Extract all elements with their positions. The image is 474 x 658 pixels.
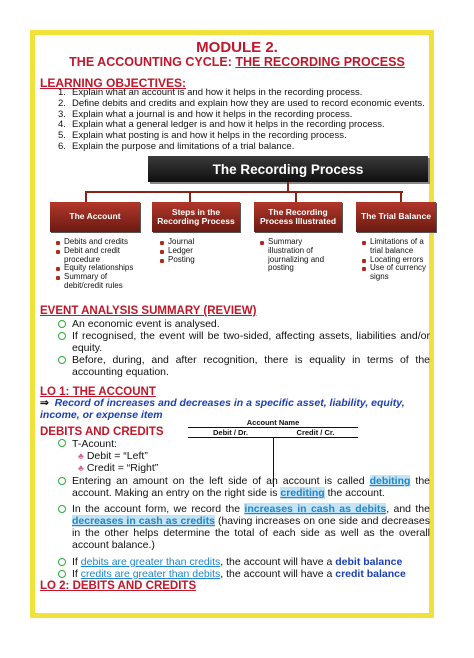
diagram-box-steps: Steps in the Recording Process: [152, 202, 240, 232]
module-title: MODULE 2.: [196, 39, 278, 56]
trial-balance-bullets: [362, 238, 434, 282]
debit-column-label: Debit / Dr.: [212, 428, 248, 437]
debit-balance-line: If debits are greater than credits, the account will have a debit balance: [58, 556, 430, 568]
debit-line: ♣ Debit = “Left”: [78, 450, 148, 462]
connector: [295, 191, 297, 202]
objectives-heading: LEARNING OBJECTIVES:: [40, 76, 187, 90]
bullet-icon: [58, 505, 66, 513]
t-account-line: T-Acount:: [58, 438, 117, 450]
lo1-heading: LO 1: THE ACCOUNT: [40, 386, 156, 398]
list-item: 3. Explain what a journal is and how it helps in the recording process.: [58, 108, 353, 120]
bullet-icon: [58, 477, 66, 485]
lo2-heading: LO 2: DEBITS AND CREDITS: [40, 580, 197, 592]
list-item: Debits and credits: [56, 238, 138, 247]
list-item: Debit and credit procedure: [56, 247, 138, 265]
list-item: If recognised, the event will be two-sided, affecting assets, liabilities and/or equity.: [58, 330, 430, 354]
bullet-icon: [58, 439, 66, 447]
list-item: 5. Explain what posting is and how it helps in the recording process.: [58, 130, 347, 142]
list-item: 1. Explain what an account is and how it helps in the recording process.: [58, 87, 363, 98]
bullet-icon: [58, 320, 66, 328]
steps-bullets: [160, 238, 240, 264]
list-item: Summary of debit/credit rules: [56, 273, 138, 291]
account-name-label: Account Name: [246, 418, 300, 427]
credit-line: ♣ Credit = “Right”: [78, 462, 159, 474]
list-item: Limitations of a trial balance: [362, 238, 434, 256]
bullet-icon: [58, 558, 66, 566]
illustrated-bullets: [260, 238, 340, 273]
list-item: Use of currency signs: [362, 264, 434, 282]
list-item: Journal: [160, 238, 240, 247]
bullet-icon: [58, 356, 66, 364]
list-item: An economic event is analysed.: [58, 318, 430, 330]
club-icon: ♣: [78, 463, 84, 473]
connector: [85, 191, 87, 202]
credit-balance-line: If credits are greater than debits, the account will have a credit balance: [58, 568, 430, 580]
bullet-icon: [58, 332, 66, 340]
list-item: Locating errors: [362, 256, 434, 265]
connector: [189, 191, 191, 202]
subtitle-link[interactable]: THE RECORDING PROCESS: [235, 55, 405, 69]
list-item: Ledger: [160, 247, 240, 256]
debiting-paragraph: Entering an amount on the left side of an account is called debiting the account. Making an entry on the right side is crediting the account.: [58, 475, 430, 499]
connector: [85, 191, 403, 193]
list-item: Posting: [160, 256, 240, 265]
objectives-list: [58, 88, 425, 153]
diagram-box-account: The Account: [50, 202, 140, 232]
list-item: 2. Define debits and credits and explain how they are used to record economic events.: [58, 97, 425, 109]
club-icon: ♣: [78, 451, 84, 461]
diagram-box-illustrated: The Recording Process Illustrated: [254, 202, 342, 232]
event-summary-list: [58, 318, 430, 378]
event-summary-heading: EVENT ANALYSIS SUMMARY (REVIEW): [40, 305, 257, 317]
list-item: Summary illustration of journalizing and posting: [260, 238, 340, 273]
list-item: 4. Explain what a general ledger is and how it helps in the recording process.: [58, 119, 385, 131]
subtitle-prefix: THE ACCOUNTING CYCLE:: [69, 55, 236, 69]
account-bullets: [56, 238, 138, 291]
list-item: Before, during, and after recognition, there is equality in terms of the accounting equation.: [58, 354, 430, 378]
list-item: 6. Explain the purpose and limitations of a trial balance.: [58, 140, 295, 152]
credit-column-label: Credit / Cr.: [296, 428, 335, 437]
module-subtitle: [40, 55, 434, 69]
list-item: Equity relationships: [56, 264, 138, 273]
debits-credits-heading: DEBITS AND CREDITS: [40, 426, 164, 438]
connector: [400, 191, 402, 202]
diagram-box-trial-balance: The Trial Balance: [356, 202, 436, 232]
arrow-icon: ⇒: [40, 397, 49, 409]
increases-paragraph: In the account form, we record the increases in cash as debits, and the decreases in cash as credits (having increases on one side and decreases in the other helps determine the total of each side as well as the overall account balance.): [58, 503, 430, 551]
diagram-title: The Recording Process: [148, 156, 428, 182]
lo1-definition: ⇒ Record of increases and decreases in a specific asset, liability, equity, income, or expense item: [40, 397, 405, 421]
bullet-icon: [58, 570, 66, 578]
